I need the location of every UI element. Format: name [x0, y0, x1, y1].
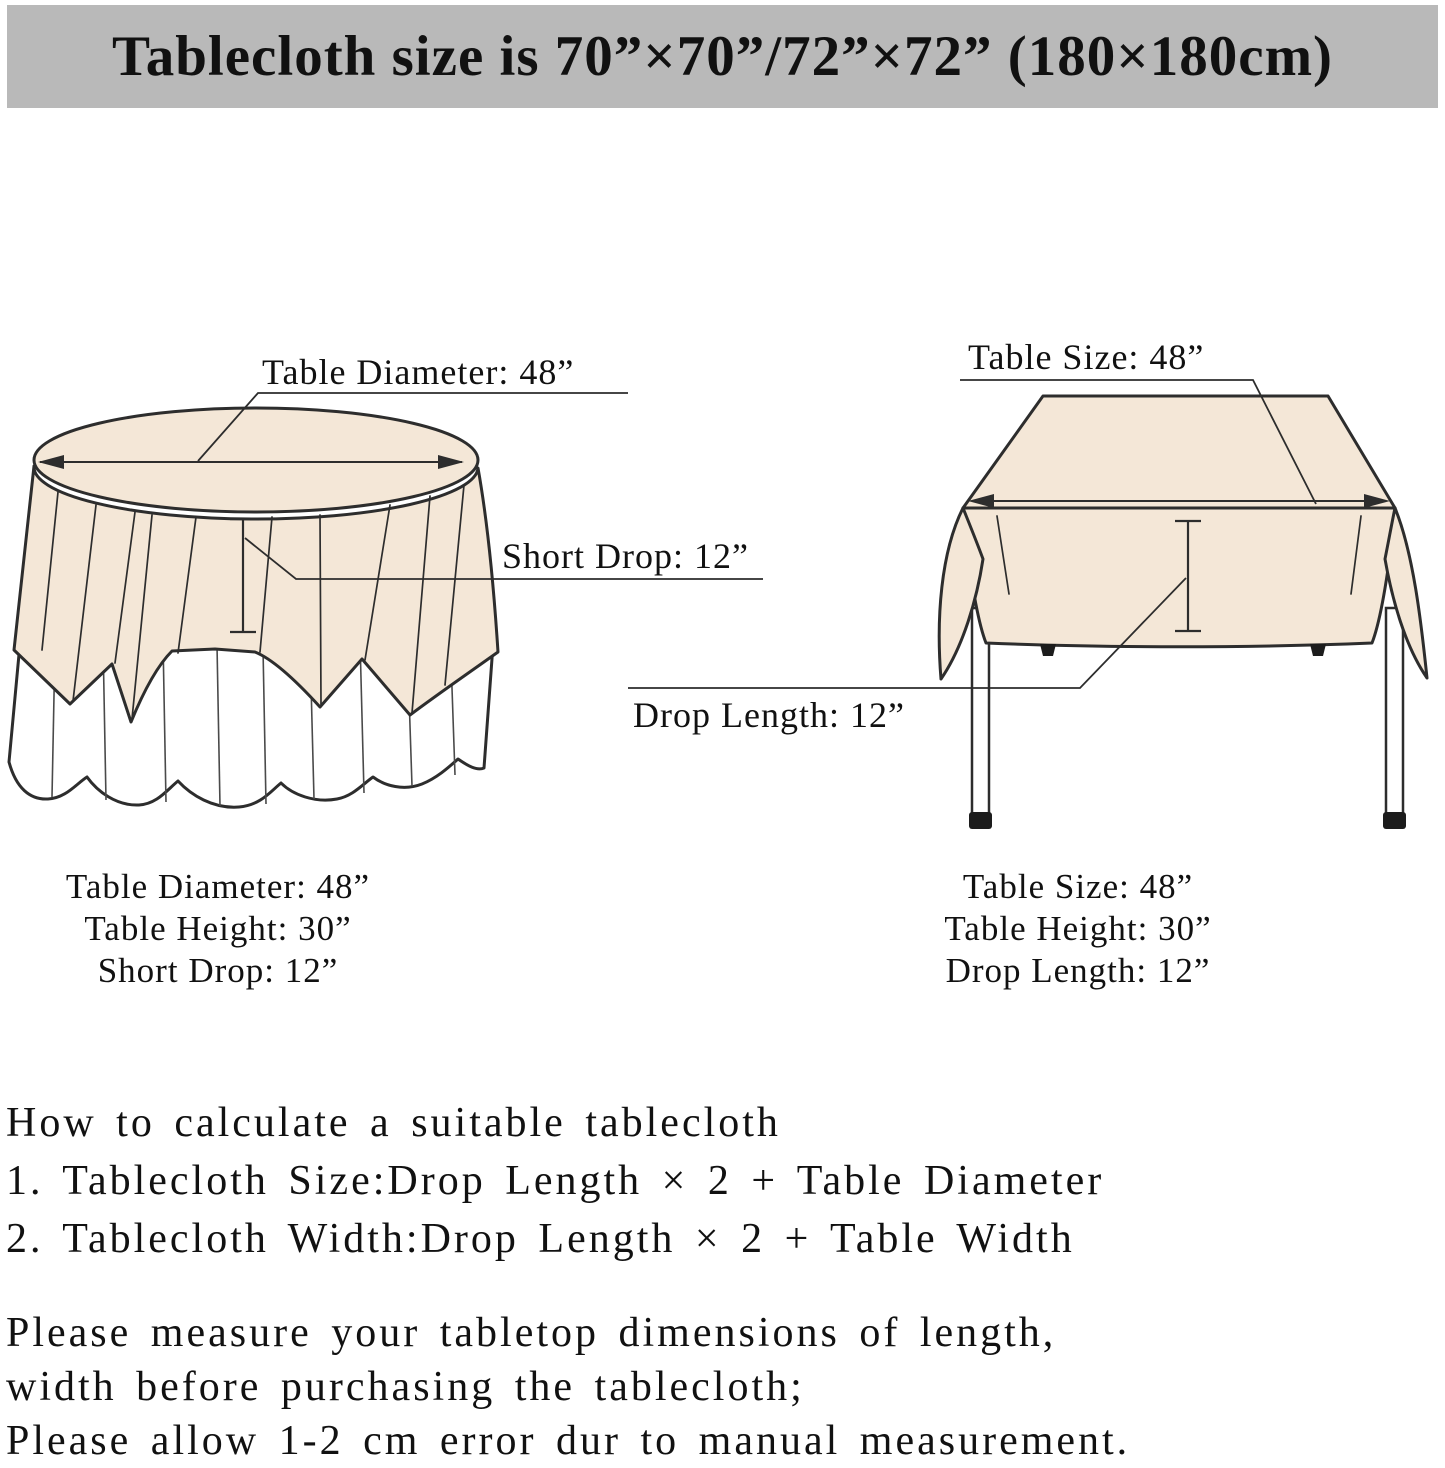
- measurement-notes: [6, 1306, 1436, 1468]
- square-table-caption: [868, 866, 1288, 992]
- caption-line: Table Height: 30”: [944, 909, 1212, 948]
- table-foot-left: [969, 812, 992, 829]
- table-bolt-left: [1040, 644, 1056, 656]
- square-cloth-front: [963, 508, 1395, 647]
- calculation-heading: How to calculate a suitable tablecloth: [6, 1100, 781, 1146]
- notes-line-1: Please measure your tabletop dimensions of length,: [6, 1310, 1057, 1356]
- caption-line: Drop Length: 12”: [945, 951, 1211, 990]
- round-table-caption: [8, 866, 428, 992]
- short-drop-callout-label: Short Drop: 12”: [502, 536, 749, 576]
- calculation-rule-1: 1. Tablecloth Size:Drop Length × 2 + Table Diameter: [6, 1158, 1105, 1204]
- title-banner: [7, 5, 1438, 108]
- calculation-rule-2: 2. Tablecloth Width:Drop Length × 2 + Table Width: [6, 1216, 1075, 1262]
- calculation-section: [6, 1094, 1436, 1268]
- table-bolt-right: [1310, 644, 1326, 656]
- caption-line: Table Height: 30”: [84, 909, 352, 948]
- round-table-diagram: [9, 352, 763, 807]
- diameter-callout-label: Table Diameter: 48”: [262, 352, 575, 392]
- table-size-callout-label: Table Size: 48”: [968, 337, 1205, 377]
- square-cloth-top: [963, 396, 1395, 508]
- round-tabletop: [34, 408, 478, 512]
- drop-length-callout-label: Drop Length: 12”: [633, 695, 905, 735]
- notes-line-2: width before purchasing the tablecloth;: [6, 1364, 805, 1410]
- caption-line: Short Drop: 12”: [97, 951, 339, 990]
- square-table-diagram: [628, 337, 1427, 829]
- page-title: Tablecloth size is 70”×70”/72”×72” (180×180cm): [111, 25, 1334, 88]
- caption-line: Table Diameter: 48”: [65, 867, 371, 906]
- table-foot-right: [1383, 812, 1406, 829]
- tablecloth-diagrams: [0, 330, 1445, 870]
- notes-line-3: Please allow 1-2 cm error dur to manual measurement.: [6, 1418, 1131, 1464]
- caption-line: Table Size: 48”: [962, 867, 1194, 906]
- table-leg-right: [1386, 608, 1403, 816]
